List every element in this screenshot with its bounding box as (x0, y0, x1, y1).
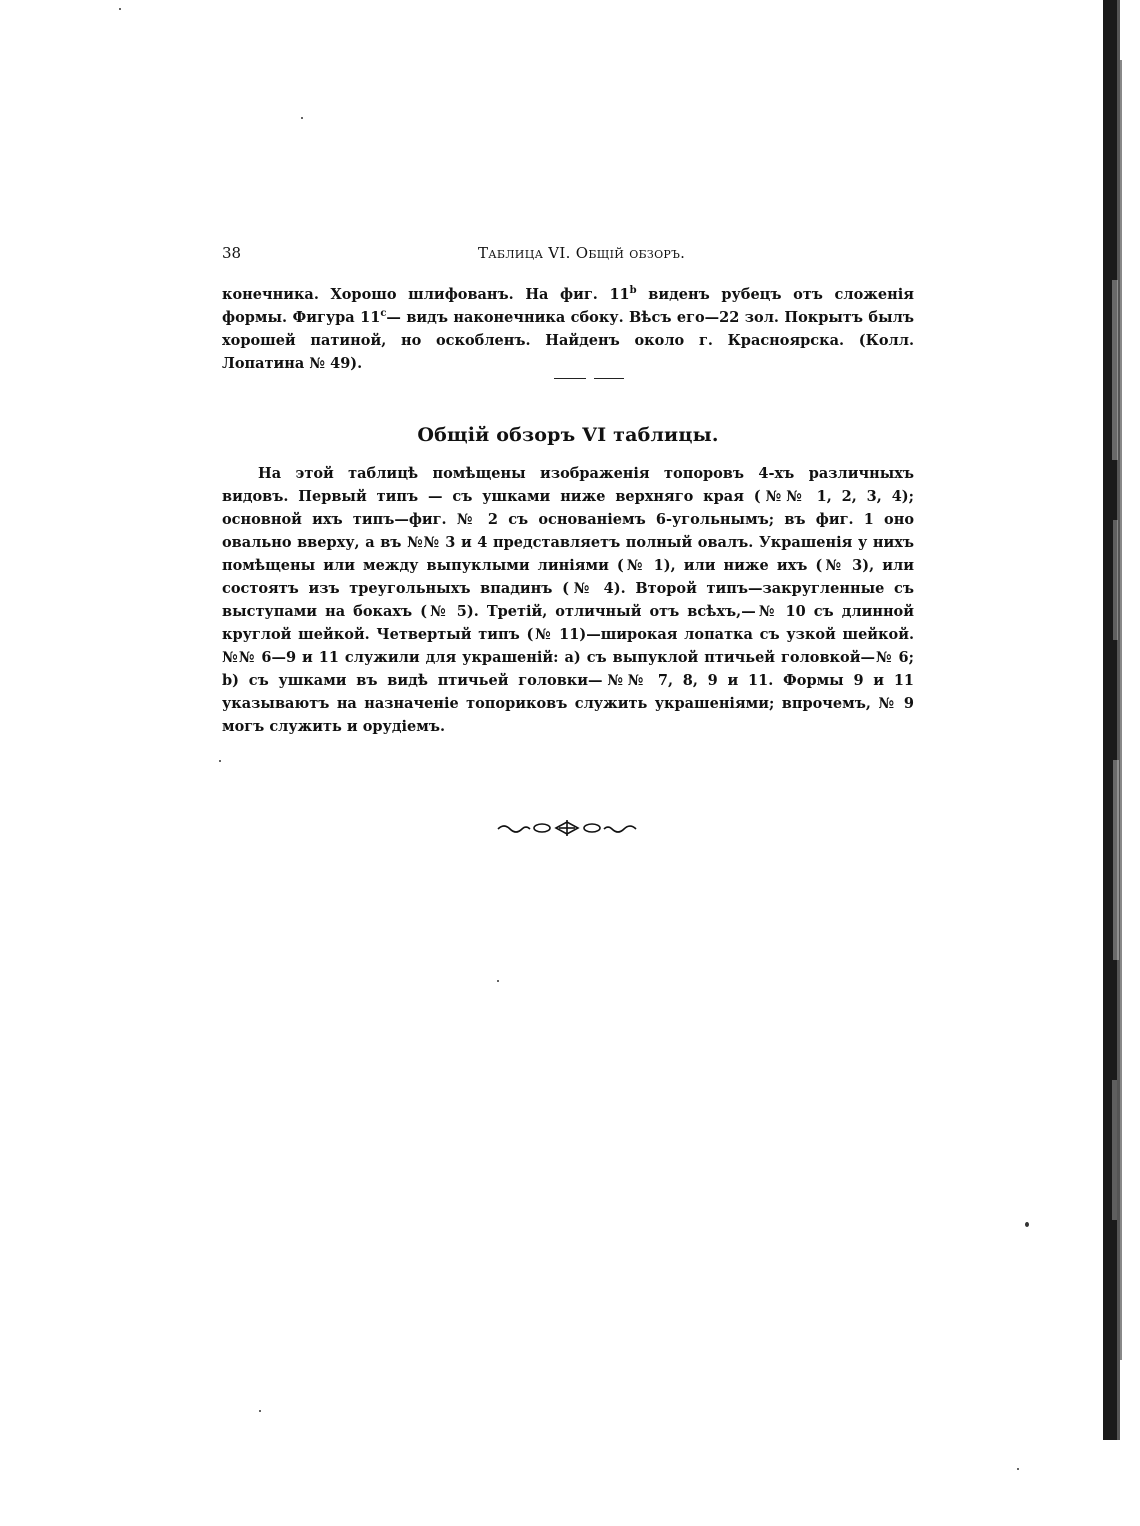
section-title: Общій обзоръ VI таблицы. (417, 424, 719, 446)
section-body: На этой таблицѣ помѣщены изображенія топоровъ 4-хъ различныхъ видовъ. Первый типъ — съ ушками ниже верхняго края (№№ 1, 2, 3, 4); основной ихъ типъ—фиг. № 2 съ основаніемъ 6-угольнымъ; въ фиг. 1 оно овально вверху, а въ №№ 3 и 4 представляетъ полный овалъ. Украшенія у нихъ помѣщены или между выпуклыми линіями (№ 1), или ниже ихъ (№ 3), или состоятъ изъ треугольныхъ впадинъ (№ 4). Второй типъ—закругленные съ выступами на бокахъ (№ 5). Третій, отличный отъ всѣхъ,—№ 10 съ длинной круглой шейкой. Четвертый типъ (№ 11)—широкая лопатка съ узкой шейкой. №№ 6—9 и 11 служили для украшеній: а) съ выпуклой птичьей головкой—№ 6; b) съ ушками въ видѣ птичьей головки—№№ 7, 8, 9 и 11. Формы 9 и 11 указываютъ на назначеніе топориковъ служить украшеніями; впрочемъ, № 9 могъ служить и орудіемъ. (222, 465, 914, 735)
running-head: Таблица VI. Общій обзоръ. (478, 244, 686, 262)
paper-speck (1017, 1468, 1019, 1470)
paper-speck (1025, 1222, 1029, 1227)
page-header (222, 244, 914, 268)
book-edge-shadow (1103, 0, 1140, 1440)
section-separator (554, 378, 624, 380)
paper-speck (301, 117, 303, 119)
separator-dash (554, 378, 586, 379)
paper-speck (119, 8, 121, 10)
intro-text-3: — видъ наконечника сбоку. Вѣсъ его—22 зол. Покрытъ былъ хорошей патиной, но оскобленъ. Найденъ около г. Красноярска. (Колл. Лопатина № 49). (222, 309, 914, 372)
paper-speck (219, 760, 221, 762)
page-number: 38 (222, 244, 242, 262)
paper-speck (259, 1410, 261, 1412)
intro-text-2: виденъ рубецъ отъ сложенія формы. Фигура 11 (222, 286, 914, 326)
separator-dash (594, 378, 624, 379)
intro-text-1: конечника. Хорошо шлифованъ. На фиг. 11 (222, 286, 630, 303)
paper-speck (497, 980, 499, 982)
intro-superscript-1: b (629, 285, 637, 297)
ornament-flourish-icon (496, 817, 638, 839)
intro-superscript-2: c (380, 308, 387, 320)
intro-paragraph (222, 283, 914, 375)
